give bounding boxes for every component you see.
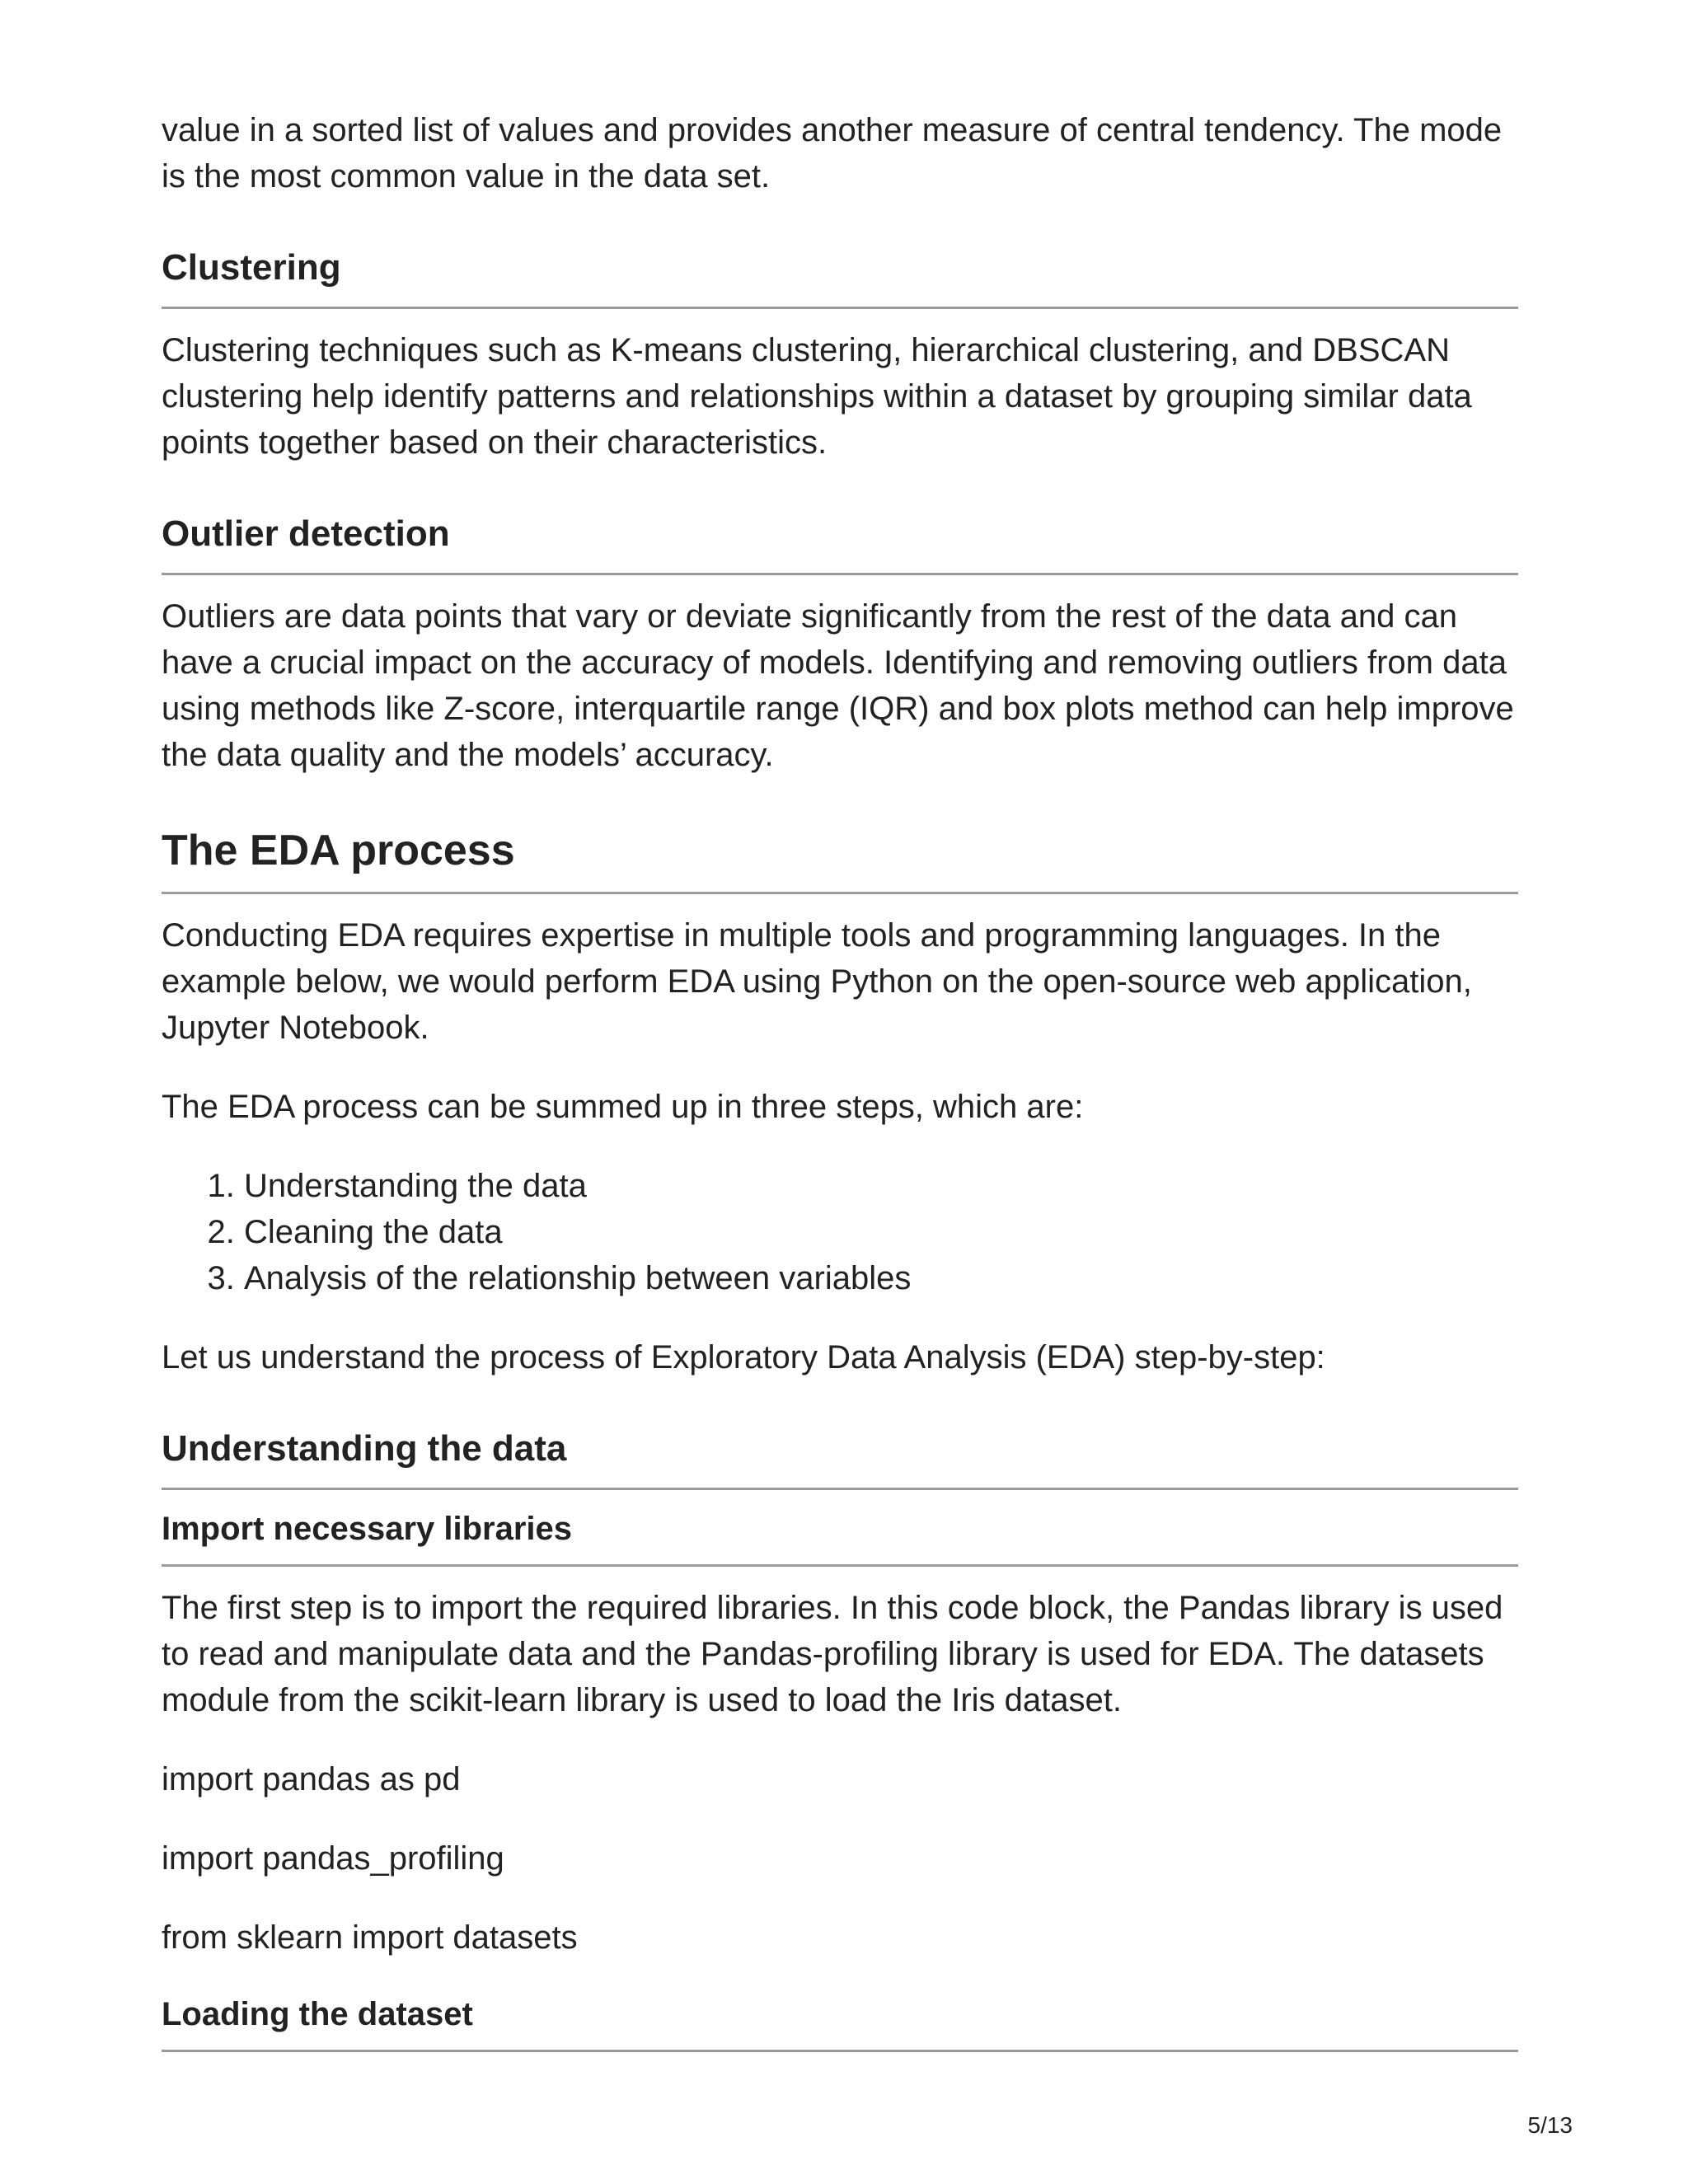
- import-libraries-heading: Import necessary libraries: [162, 1508, 1518, 1567]
- clustering-heading: Clustering: [162, 246, 1518, 309]
- eda-steps-list: [162, 1163, 1518, 1301]
- eda-step-item: 2. Cleaning the data: [244, 1209, 1518, 1255]
- code-line: import pandas as pd: [162, 1761, 461, 1797]
- import-libraries-paragraph: The first step is to import the required libraries. In this code block, the Pandas library is used to read and manipulate data and the Pandas-profiling library is used for EDA. The datasets module from the scikit-learn library is used to load the Iris dataset.: [162, 1590, 1503, 1718]
- eda-step-item: 3. Analysis of the relationship between variables: [244, 1255, 1518, 1301]
- understanding-data-section: [162, 1427, 1518, 2052]
- outlier-detection-heading: Outlier detection: [162, 512, 1518, 575]
- eda-process-paragraph-2: The EDA process can be summed up in three steps, which are:: [162, 1089, 1084, 1125]
- loading-dataset-heading: Loading the dataset: [162, 1994, 1518, 2052]
- intro-paragraph: value in a sorted list of values and provides another measure of central tendency. The mode is the most common value in the data set.: [162, 112, 1503, 194]
- outlier-detection-section: [162, 512, 1518, 778]
- code-line: import pandas_profiling: [162, 1840, 504, 1877]
- article-content: [162, 107, 1518, 2070]
- eda-process-paragraph-1: Conducting EDA requires expertise in multiple tools and programming languages. In the example below, we would perform EDA using Python on the open-source web application, Jupyter Notebook.: [162, 917, 1472, 1046]
- eda-process-paragraph-3: Let us understand the process of Exploratory Data Analysis (EDA) step-by-step:: [162, 1339, 1325, 1376]
- eda-process-heading: The EDA process: [162, 824, 1518, 894]
- eda-step-item: 1. Understanding the data: [244, 1163, 1518, 1209]
- code-line: from sklearn import datasets: [162, 1919, 578, 1956]
- page-number: 5/13: [1527, 2112, 1573, 2138]
- clustering-section: [162, 246, 1518, 466]
- clustering-paragraph: Clustering techniques such as K-means clustering, hierarchical clustering, and DBSCAN clustering help identify patterns and relationships within a dataset by grouping similar data points together based on their characteristics.: [162, 332, 1472, 461]
- understanding-data-heading: Understanding the data: [162, 1427, 1518, 1490]
- outlier-detection-paragraph: Outliers are data points that vary or deviate significantly from the rest of the data and can have a crucial impact on the accuracy of models. Identifying and removing outliers from data using methods like Z-score, interquartile range (IQR) and box plots method can help improve the data quality and the models’ accuracy.: [162, 598, 1514, 773]
- eda-process-section: [162, 824, 1518, 1380]
